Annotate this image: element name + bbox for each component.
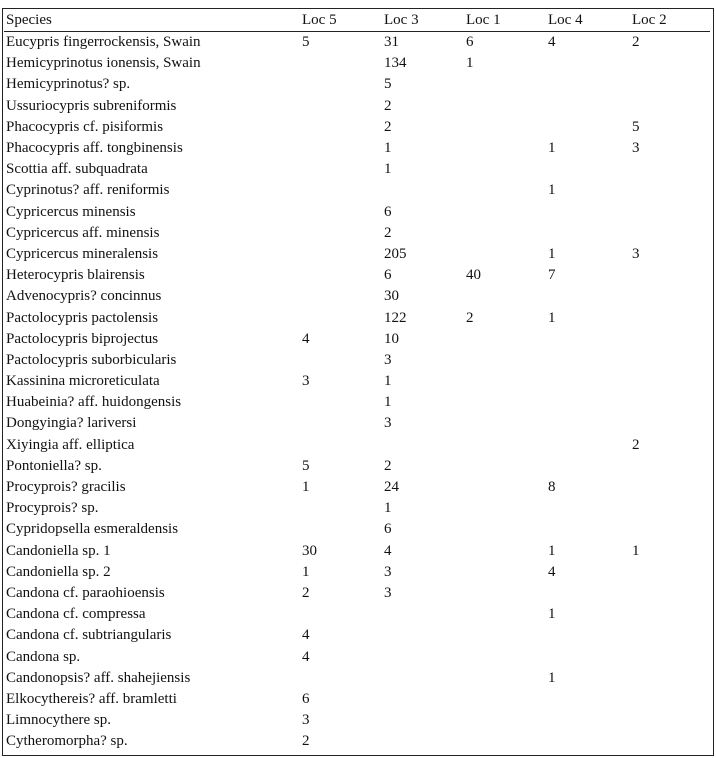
count-cell-loc-5 — [300, 265, 382, 286]
count-cell-loc-4 — [546, 519, 630, 540]
count-cell-loc-5 — [300, 498, 382, 519]
header-loc-5: Loc 5 — [300, 9, 382, 32]
table-row — [4, 329, 710, 350]
count-cell-loc-4: 1 — [548, 669, 556, 686]
count-cell-loc-4: 4 — [548, 563, 556, 580]
table-row — [4, 541, 710, 562]
count-cell-loc-1 — [464, 329, 546, 350]
count-cell-loc-4 — [546, 371, 630, 392]
count-cell-loc-4 — [546, 646, 630, 667]
count-cell-loc-3: 2 — [384, 457, 392, 474]
count-cell-loc-4: 8 — [548, 479, 556, 496]
count-cell-loc-3: 134 — [384, 55, 407, 72]
table-row — [4, 159, 710, 180]
count-cell-loc-2 — [630, 74, 710, 95]
count-cell-loc-2: 2 — [632, 34, 640, 51]
count-cell-loc-2 — [630, 668, 710, 689]
count-cell-loc-1 — [464, 392, 546, 413]
table-row — [4, 96, 710, 117]
count-cell-loc-5: 1 — [302, 479, 310, 496]
count-cell-loc-5 — [300, 307, 382, 328]
count-cell-loc-2 — [630, 604, 710, 625]
table-row — [4, 244, 710, 265]
count-cell-loc-4 — [546, 710, 630, 731]
count-cell-loc-2 — [630, 180, 710, 201]
count-cell-loc-1 — [464, 646, 546, 667]
count-cell-loc-1: 1 — [466, 55, 474, 72]
count-cell-loc-1 — [464, 159, 546, 180]
count-cell-loc-5: 3 — [302, 373, 310, 390]
species-name-cell: Candona sp. — [6, 648, 81, 665]
species-name-cell: Cypricercus minensis — [6, 203, 136, 220]
species-name-cell: Candona cf. subtriangularis — [6, 627, 172, 644]
count-cell-loc-2: 3 — [632, 245, 640, 262]
table-header-row — [4, 9, 710, 32]
species-name-cell: Heterocypris blairensis — [6, 267, 145, 284]
table-row — [4, 32, 710, 54]
count-cell-loc-4 — [546, 117, 630, 138]
count-cell-loc-4: 1 — [548, 606, 556, 623]
table-row — [4, 689, 710, 710]
count-cell-loc-2 — [630, 265, 710, 286]
count-cell-loc-5 — [300, 74, 382, 95]
species-name-cell: Procyprois? gracilis — [6, 479, 126, 496]
count-cell-loc-2 — [630, 477, 710, 498]
species-name-cell: Hemicyprinotus ionensis, Swain — [6, 55, 201, 72]
count-cell-loc-3: 24 — [384, 479, 399, 496]
count-cell-loc-3: 3 — [384, 563, 392, 580]
count-cell-loc-5: 2 — [302, 733, 310, 750]
count-cell-loc-3: 205 — [384, 245, 407, 262]
count-cell-loc-1 — [464, 519, 546, 540]
species-name-cell: Dongyingia? lariversi — [6, 415, 137, 432]
count-cell-loc-4 — [546, 202, 630, 223]
count-cell-loc-1 — [464, 371, 546, 392]
count-cell-loc-5: 2 — [302, 584, 310, 601]
count-cell-loc-3: 1 — [384, 373, 392, 390]
count-cell-loc-2 — [630, 329, 710, 350]
count-cell-loc-5 — [300, 223, 382, 244]
count-cell-loc-1 — [464, 286, 546, 307]
count-cell-loc-1 — [464, 689, 546, 710]
count-cell-loc-1 — [464, 117, 546, 138]
count-cell-loc-5 — [300, 53, 382, 74]
count-cell-loc-4 — [546, 286, 630, 307]
species-name-cell: Ussuriocypris subreniformis — [6, 97, 177, 114]
count-cell-loc-5: 1 — [302, 563, 310, 580]
count-cell-loc-4 — [546, 53, 630, 74]
count-cell-loc-3: 3 — [384, 415, 392, 432]
count-cell-loc-2 — [630, 371, 710, 392]
table-row — [4, 180, 710, 201]
species-name-cell: Limnocythere sp. — [6, 712, 111, 729]
count-cell-loc-2 — [630, 223, 710, 244]
count-cell-loc-3: 1 — [384, 161, 392, 178]
count-cell-loc-5 — [300, 117, 382, 138]
count-cell-loc-3: 4 — [384, 542, 392, 559]
count-cell-loc-5 — [300, 202, 382, 223]
count-cell-loc-3 — [382, 710, 464, 731]
count-cell-loc-2: 1 — [632, 542, 640, 559]
count-cell-loc-4 — [546, 625, 630, 646]
count-cell-loc-2 — [630, 519, 710, 540]
count-cell-loc-5 — [300, 413, 382, 434]
species-name-cell: Huabeinia? aff. huidongensis — [6, 394, 182, 411]
count-cell-loc-5 — [300, 350, 382, 371]
count-cell-loc-5: 4 — [302, 627, 310, 644]
count-cell-loc-3: 31 — [384, 34, 399, 51]
count-cell-loc-2 — [630, 159, 710, 180]
header-loc-1: Loc 1 — [464, 9, 546, 32]
table-row — [4, 646, 710, 667]
table-row — [4, 710, 710, 731]
species-name-cell: Hemicyprinotus? sp. — [6, 76, 131, 93]
count-cell-loc-3: 122 — [384, 309, 407, 326]
count-cell-loc-1 — [464, 456, 546, 477]
count-cell-loc-1 — [464, 244, 546, 265]
count-cell-loc-1 — [464, 498, 546, 519]
count-cell-loc-2 — [630, 456, 710, 477]
count-cell-loc-2 — [630, 96, 710, 117]
count-cell-loc-5 — [300, 286, 382, 307]
species-name-cell: Eucypris fingerrockensis, Swain — [6, 34, 201, 51]
species-name-cell: Cypricercus mineralensis — [6, 245, 159, 262]
species-name-cell: Xiyingia aff. elliptica — [6, 436, 135, 453]
count-cell-loc-1 — [464, 625, 546, 646]
table-row — [4, 668, 710, 689]
table-row — [4, 625, 710, 646]
count-cell-loc-3: 6 — [384, 267, 392, 284]
species-name-cell: Pactolocypris suborbicularis — [6, 351, 177, 368]
count-cell-loc-5 — [300, 519, 382, 540]
count-cell-loc-4 — [546, 583, 630, 604]
count-cell-loc-4 — [546, 413, 630, 434]
table-row — [4, 53, 710, 74]
count-cell-loc-5 — [300, 96, 382, 117]
species-name-cell: Cypricercus aff. minensis — [6, 224, 160, 241]
species-name-cell: Advenocypris? concinnus — [6, 288, 162, 305]
table-row — [4, 392, 710, 413]
count-cell-loc-2 — [630, 413, 710, 434]
count-cell-loc-1 — [464, 350, 546, 371]
count-cell-loc-1 — [464, 202, 546, 223]
count-cell-loc-5: 3 — [302, 712, 310, 729]
count-cell-loc-3: 6 — [384, 521, 392, 538]
table-row — [4, 138, 710, 159]
count-cell-loc-1 — [464, 96, 546, 117]
count-cell-loc-1: 40 — [466, 267, 481, 284]
count-cell-loc-2 — [630, 307, 710, 328]
table-row — [4, 223, 710, 244]
count-cell-loc-2 — [630, 350, 710, 371]
count-cell-loc-3: 10 — [384, 330, 399, 347]
species-name-cell: Cytheromorpha? sp. — [6, 733, 128, 750]
species-name-cell: Phacocypris aff. tongbinensis — [6, 140, 183, 157]
table-row — [4, 604, 710, 625]
count-cell-loc-5 — [300, 604, 382, 625]
count-cell-loc-5: 5 — [302, 34, 310, 51]
table-row — [4, 117, 710, 138]
count-cell-loc-3 — [382, 625, 464, 646]
count-cell-loc-4: 1 — [548, 182, 556, 199]
header-species: Species — [4, 9, 300, 32]
count-cell-loc-4 — [546, 223, 630, 244]
table-row — [4, 435, 710, 456]
count-cell-loc-4 — [546, 689, 630, 710]
count-cell-loc-4 — [546, 498, 630, 519]
count-cell-loc-5 — [300, 244, 382, 265]
table-row — [4, 413, 710, 434]
count-cell-loc-3: 1 — [384, 394, 392, 411]
species-name-cell: Pontoniella? sp. — [6, 457, 102, 474]
count-cell-loc-5 — [300, 180, 382, 201]
table-row — [4, 74, 710, 95]
count-cell-loc-1: 6 — [466, 34, 474, 51]
count-cell-loc-2 — [630, 689, 710, 710]
count-cell-loc-2 — [630, 731, 710, 752]
count-cell-loc-1 — [464, 710, 546, 731]
species-occurrence-table — [4, 9, 710, 752]
table-body — [4, 32, 710, 753]
species-name-cell: Cypridopsella esmeraldensis — [6, 521, 179, 538]
table-row — [4, 477, 710, 498]
count-cell-loc-1: 2 — [466, 309, 474, 326]
count-cell-loc-3 — [382, 731, 464, 752]
count-cell-loc-4 — [546, 350, 630, 371]
count-cell-loc-3: 3 — [384, 351, 392, 368]
count-cell-loc-2 — [630, 710, 710, 731]
table-row — [4, 286, 710, 307]
species-name-cell: Candoniella sp. 1 — [6, 542, 111, 559]
count-cell-loc-2: 3 — [632, 140, 640, 157]
count-cell-loc-5 — [300, 138, 382, 159]
count-cell-loc-4 — [546, 159, 630, 180]
count-cell-loc-3 — [382, 689, 464, 710]
count-cell-loc-1 — [464, 435, 546, 456]
species-name-cell: Elkocythereis? aff. bramletti — [6, 690, 177, 707]
count-cell-loc-4 — [546, 329, 630, 350]
count-cell-loc-4 — [546, 74, 630, 95]
count-cell-loc-3: 30 — [384, 288, 399, 305]
count-cell-loc-4 — [546, 731, 630, 752]
count-cell-loc-3: 2 — [384, 97, 392, 114]
species-name-cell: Candonopsis? aff. shahejiensis — [6, 669, 191, 686]
table-row — [4, 519, 710, 540]
count-cell-loc-4 — [546, 392, 630, 413]
count-cell-loc-4: 4 — [548, 34, 556, 51]
count-cell-loc-5 — [300, 159, 382, 180]
table-row — [4, 562, 710, 583]
count-cell-loc-2 — [630, 646, 710, 667]
count-cell-loc-2 — [630, 498, 710, 519]
count-cell-loc-5: 4 — [302, 330, 310, 347]
table-row — [4, 498, 710, 519]
count-cell-loc-3 — [382, 668, 464, 689]
count-cell-loc-1 — [464, 223, 546, 244]
species-name-cell: Scottia aff. subquadrata — [6, 161, 148, 178]
count-cell-loc-5 — [300, 435, 382, 456]
count-cell-loc-2: 5 — [632, 118, 640, 135]
table-row — [4, 307, 710, 328]
count-cell-loc-5: 5 — [302, 457, 310, 474]
count-cell-loc-4 — [546, 456, 630, 477]
count-cell-loc-5: 4 — [302, 648, 310, 665]
species-name-cell: Kassinina microreticulata — [6, 373, 160, 390]
count-cell-loc-3: 3 — [384, 584, 392, 601]
count-cell-loc-2: 2 — [632, 436, 640, 453]
count-cell-loc-3: 1 — [384, 500, 392, 517]
species-name-cell: Candoniella sp. 2 — [6, 563, 111, 580]
table-row — [4, 202, 710, 223]
count-cell-loc-1 — [464, 604, 546, 625]
count-cell-loc-1 — [464, 477, 546, 498]
species-name-cell: Candona cf. paraohioensis — [6, 584, 165, 601]
count-cell-loc-1 — [464, 583, 546, 604]
species-name-cell: Cyprinotus? aff. reniformis — [6, 182, 170, 199]
species-name-cell: Phacocypris cf. pisiformis — [6, 118, 164, 135]
count-cell-loc-5: 30 — [302, 542, 317, 559]
species-name-cell: Pactolocypris biprojectus — [6, 330, 159, 347]
header-loc-3: Loc 3 — [382, 9, 464, 32]
count-cell-loc-4: 1 — [548, 140, 556, 157]
count-cell-loc-1 — [464, 413, 546, 434]
table-row — [4, 583, 710, 604]
count-cell-loc-3 — [382, 646, 464, 667]
species-name-cell: Candona cf. compressa — [6, 606, 146, 623]
count-cell-loc-4 — [546, 96, 630, 117]
count-cell-loc-1 — [464, 74, 546, 95]
count-cell-loc-4: 1 — [548, 542, 556, 559]
count-cell-loc-4: 7 — [548, 267, 556, 284]
count-cell-loc-2 — [630, 392, 710, 413]
count-cell-loc-3: 2 — [384, 224, 392, 241]
count-cell-loc-1 — [464, 138, 546, 159]
count-cell-loc-3 — [382, 435, 464, 456]
count-cell-loc-2 — [630, 53, 710, 74]
species-name-cell: Pactolocypris pactolensis — [6, 309, 159, 326]
count-cell-loc-5: 6 — [302, 690, 310, 707]
count-cell-loc-3: 6 — [384, 203, 392, 220]
count-cell-loc-1 — [464, 180, 546, 201]
count-cell-loc-2 — [630, 562, 710, 583]
count-cell-loc-2 — [630, 202, 710, 223]
count-cell-loc-5 — [300, 392, 382, 413]
species-name-cell: Procyprois? sp. — [6, 500, 99, 517]
count-cell-loc-1 — [464, 541, 546, 562]
count-cell-loc-3 — [382, 180, 464, 201]
count-cell-loc-1 — [464, 668, 546, 689]
table-row — [4, 456, 710, 477]
count-cell-loc-3: 1 — [384, 140, 392, 157]
header-loc-4: Loc 4 — [546, 9, 630, 32]
count-cell-loc-2 — [630, 583, 710, 604]
count-cell-loc-3: 2 — [384, 118, 392, 135]
table-row — [4, 265, 710, 286]
count-cell-loc-2 — [630, 625, 710, 646]
count-cell-loc-4 — [546, 435, 630, 456]
count-cell-loc-2 — [630, 286, 710, 307]
count-cell-loc-4: 1 — [548, 309, 556, 326]
count-cell-loc-5 — [300, 668, 382, 689]
count-cell-loc-1 — [464, 731, 546, 752]
table-row — [4, 350, 710, 371]
count-cell-loc-4: 1 — [548, 245, 556, 262]
table-row — [4, 731, 710, 752]
count-cell-loc-1 — [464, 562, 546, 583]
table-row — [4, 371, 710, 392]
count-cell-loc-3 — [382, 604, 464, 625]
count-cell-loc-3: 5 — [384, 76, 392, 93]
header-loc-2: Loc 2 — [630, 9, 710, 32]
